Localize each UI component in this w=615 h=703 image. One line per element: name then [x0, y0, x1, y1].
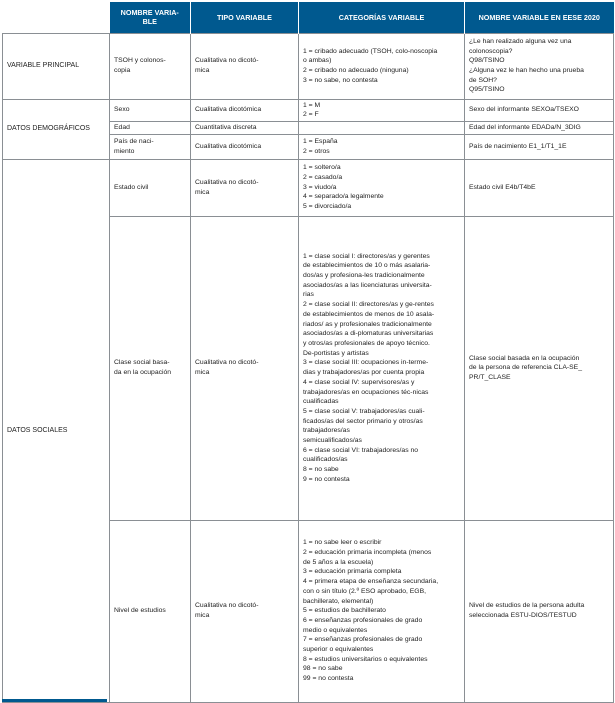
categoria-line: dias y trabajadores/as por cuenta propia — [303, 369, 425, 377]
cell-eese-clase-social: Clase social basada en la ocupación de la persona de referencia CLA-SE_ PR/T_CLASE — [465, 216, 614, 520]
categoria-line: cualificados/as — [303, 456, 348, 464]
categoria-line: riados/ as y profesionales tradicionalmente — [303, 320, 432, 328]
header-categorias-variable: CATEGORÍAS VARIABLE — [299, 2, 465, 33]
eese-line: ¿Alguna vez le han hecho una prueba — [469, 67, 584, 74]
categoria-line: dos/as y profesiona-les tradicionalmente — [303, 272, 425, 280]
cell-eese-pais: País de nacimiento E1_1/T1_1E — [465, 134, 614, 159]
categoria-line: 99 = no contesta — [303, 675, 354, 683]
categoria-line: de establecimientos de menos de 10 asala- — [303, 310, 435, 318]
categoria-line: 2 = F — [303, 111, 319, 119]
cell-nombre-edad: Edad — [110, 121, 191, 134]
cell-categorias-edad — [299, 121, 465, 134]
categoria-line: 7 = enseñanzas profesionales de grado — [303, 636, 423, 644]
header-nombre-eese: NOMBRE VARIABLE EN EESE 2020 — [465, 2, 614, 33]
categoria-line: superior o equivalentes — [303, 646, 374, 654]
categoria-line: con o sin título (2.º ESO aprobado, EGB, — [303, 587, 427, 595]
categoria-line: 4 = clase social IV: supervisores/as y — [303, 378, 415, 386]
eese-line: colonoscopia? — [469, 47, 513, 55]
categoria-line: 5 = divorciado/a — [303, 203, 352, 211]
cell-nombre-clase-social: Clase social basa- da en la ocupación — [110, 216, 191, 520]
group-datos-demograficos: DATOS DEMOGRÁFICOS — [3, 99, 110, 159]
cell-tipo-tsoh: Cualitativa no dicotó- mica — [191, 33, 299, 99]
categoria-line: 2 = educación primaria incompleta (menos — [303, 549, 432, 557]
categoria-line: 3 = clase social III: ocupaciones in-terme- — [303, 359, 429, 367]
header-nombre-variable: NOMBRE VARIA- BLE — [110, 2, 191, 33]
categoria-line: 9 = no contesta — [303, 475, 350, 483]
table-row-tsoh — [3, 33, 614, 99]
cell-tipo-estado-civil: Cualitativa no dicotó- mica — [191, 159, 299, 216]
categoria-line: 1 = M — [303, 101, 321, 109]
categoria-line: trabajadores/as — [303, 427, 350, 435]
categoria-line: 3 = viudo/a — [303, 183, 337, 191]
categoria-line: 5 = estudios de bachillerato — [303, 607, 386, 615]
cell-categorias-nivel-estudios — [299, 520, 465, 702]
categoria-line: ficados/as del sector primario y otros/as — [303, 417, 423, 425]
table-row-estado-civil — [3, 159, 614, 216]
categoria-line: 1 = no sabe leer o escribir — [303, 539, 382, 547]
categoria-line: y otros/as profesionales de apoyo técnico. — [303, 340, 430, 347]
cell-tipo-sexo: Cualitativa dicotómica — [191, 99, 299, 121]
categoria-line: De-portistas y artistas — [303, 349, 369, 357]
cell-categorias-tsoh — [299, 33, 465, 99]
categoria-line: 6 = clase social VI: trabajadores/as no — [303, 446, 419, 454]
categoria-line: 6 = enseñanzas profesionales de grado — [303, 616, 423, 624]
categoria-line: de 5 años a la escuela) — [303, 558, 374, 566]
categoria-line: bachillerato, elemental) — [303, 597, 374, 605]
categoria-line: asociados/as a di-plomaturas universitarias — [303, 330, 434, 338]
categoria-line: 1 = cribado adecuado (TSOH, colo-noscopia — [303, 47, 438, 55]
categoria-line: o ambas) — [303, 57, 332, 65]
categoria-line: 3 = educación primaria completa — [303, 568, 402, 576]
cell-nombre-pais: País de naci- miento — [110, 134, 191, 159]
categoria-line: 2 = cribado no adecuado (ninguna) — [303, 67, 409, 74]
categoria-line: trabajadores/as en ocupaciones téc-nicas — [303, 388, 429, 396]
categoria-line: semicualificados/as — [303, 437, 362, 445]
header-tipo-variable: TIPO VARIABLE — [191, 2, 299, 33]
variables-table — [2, 2, 614, 703]
categoria-line: de establecimientos de 10 o más asalaria- — [303, 262, 431, 270]
categoria-line: 5 = clase social V: trabajadores/as cuali- — [303, 407, 425, 415]
bottom-accent-bar — [2, 699, 107, 702]
categoria-line: 98 = no sabe — [303, 665, 343, 673]
header-empty-cell — [3, 2, 110, 33]
categoria-line: 3 = no sabe, no contesta — [303, 76, 378, 84]
cell-eese-edad: Edad del informante EDADa/N_3DIG — [465, 121, 614, 134]
cell-categorias-pais — [299, 134, 465, 159]
categoria-line: 2 = casado/a — [303, 174, 343, 182]
eese-line: Q95/TSINO — [469, 86, 505, 94]
cell-eese-nivel-estudios: Nivel de estudios de la persona adulta seleccionada ESTU-DIOS/TESTUD — [465, 520, 614, 702]
cell-nombre-tsoh: TSOH y colonos- copia — [110, 33, 191, 99]
categoria-line: 4 = primera etapa de enseñanza secundaria, — [303, 578, 439, 586]
categoria-line: 2 = otros — [303, 147, 330, 155]
group-datos-sociales: DATOS SOCIALES — [3, 159, 110, 702]
eese-line: de SOH? — [469, 76, 497, 84]
cell-eese-tsoh — [465, 33, 614, 99]
cell-categorias-sexo — [299, 99, 465, 121]
table-header-row — [3, 2, 614, 33]
categoria-line: medio o equivalentes — [303, 626, 368, 634]
categoria-line: cualificadas — [303, 398, 339, 406]
categoria-line: 1 = España — [303, 137, 338, 145]
categoria-line: 2 = clase social II: directores/as y ge-rentes — [303, 301, 434, 309]
cell-eese-sexo: Sexo del informante SEXOa/TSEXO — [465, 99, 614, 121]
cell-eese-estado-civil: Estado civil E4b/T4bE — [465, 159, 614, 216]
cell-nombre-sexo: Sexo — [110, 99, 191, 121]
cell-nombre-estado-civil: Estado civil — [110, 159, 191, 216]
categoria-line: asociados/as a las licenciaturas universita- — [303, 281, 432, 289]
group-variable-principal: VARIABLE PRINCIPAL — [3, 33, 110, 99]
categoria-line: 8 = estudios universitarios o equivalentes — [303, 655, 428, 663]
cell-categorias-clase-social — [299, 216, 465, 520]
cell-tipo-nivel-estudios: Cualitativa no dicotó- mica — [191, 520, 299, 702]
eese-line: Q98/TSINO — [469, 57, 505, 65]
categoria-line: 1 = soltero/a — [303, 164, 341, 172]
categoria-line: 8 = no sabe — [303, 466, 339, 474]
cell-tipo-clase-social: Cualitativa no dicotó- mica — [191, 216, 299, 520]
eese-line: ¿Le han realizado alguna vez una — [469, 37, 572, 45]
cell-tipo-pais: Cualitativa dicotómica — [191, 134, 299, 159]
table-row-sexo — [3, 99, 614, 121]
categoria-line: 4 = separado/a legalmente — [303, 193, 384, 201]
categoria-line: 1 = clase social I: directores/as y gerentes — [303, 252, 430, 260]
categoria-line: rias — [303, 291, 314, 299]
cell-categorias-estado-civil — [299, 159, 465, 216]
cell-nombre-nivel-estudios: Nivel de estudios — [110, 520, 191, 702]
cell-tipo-edad: Cuantitativa discreta — [191, 121, 299, 134]
